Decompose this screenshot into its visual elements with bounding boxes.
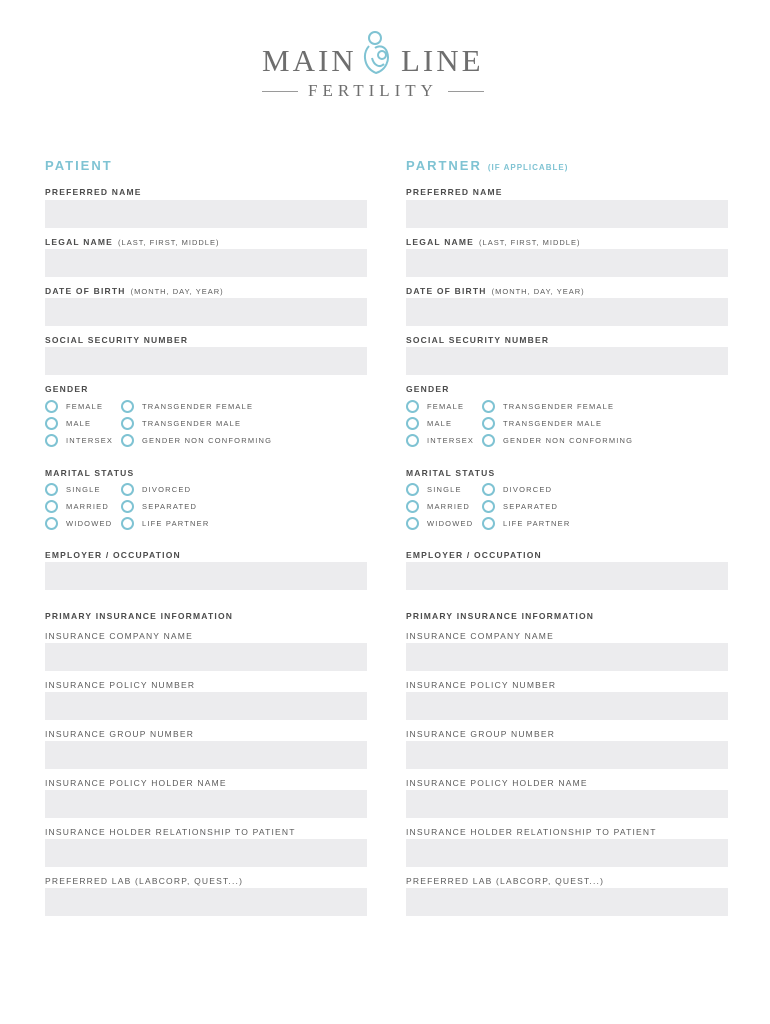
partner-ins-relationship-field[interactable] — [406, 839, 728, 867]
partner-dob-label — [406, 286, 585, 296]
option-label: GENDER NON CONFORMING — [503, 436, 634, 445]
radio-icon[interactable] — [482, 500, 495, 513]
patient-ins-group-field[interactable] — [45, 741, 367, 769]
patient-employer-label: EMPLOYER / OCCUPATION — [45, 550, 181, 560]
patient-ins-company-field[interactable] — [45, 643, 367, 671]
patient-legal-name-hint: (LAST, FIRST, MIDDLE) — [118, 238, 220, 247]
patient-marital-option-widowed[interactable] — [45, 517, 112, 530]
partner-legal-name-label — [406, 237, 580, 247]
option-label: INTERSEX — [66, 436, 114, 445]
patient-lab-field[interactable] — [45, 888, 367, 916]
radio-icon[interactable] — [45, 400, 58, 413]
option-label: LIFE PARTNER — [503, 519, 571, 528]
radio-icon[interactable] — [482, 434, 495, 447]
partner-gender-option-transgender-female[interactable] — [482, 400, 614, 413]
option-label: SINGLE — [427, 485, 462, 494]
partner-insurance-heading: PRIMARY INSURANCE INFORMATION — [406, 611, 595, 621]
patient-gender-option-transgender-female[interactable] — [121, 400, 253, 413]
partner-dob-text: DATE OF BIRTH — [406, 286, 487, 296]
radio-icon[interactable] — [406, 500, 419, 513]
partner-gender-option-transgender-male[interactable] — [482, 417, 602, 430]
patient-marital-option-married[interactable] — [45, 500, 109, 513]
option-label: INTERSEX — [427, 436, 475, 445]
patient-dob-field[interactable] — [45, 298, 367, 326]
radio-icon[interactable] — [406, 434, 419, 447]
partner-title — [406, 158, 724, 174]
option-label: MARRIED — [427, 502, 470, 511]
radio-icon[interactable] — [121, 434, 134, 447]
radio-icon[interactable] — [121, 483, 134, 496]
radio-icon[interactable] — [45, 483, 58, 496]
patient-ins-relationship-label: INSURANCE HOLDER RELATIONSHIP TO PATIENT — [45, 827, 296, 837]
patient-gender-option-male[interactable] — [45, 417, 91, 430]
partner-marital-option-widowed[interactable] — [406, 517, 473, 530]
logo-subtitle-row — [262, 81, 484, 101]
partner-ins-group-field[interactable] — [406, 741, 728, 769]
patient-gender-option-non-conforming[interactable] — [121, 434, 272, 447]
patient-column — [45, 158, 363, 886]
patient-dob-text: DATE OF BIRTH — [45, 286, 126, 296]
patient-ssn-label: SOCIAL SECURITY NUMBER — [45, 335, 189, 345]
radio-icon[interactable] — [45, 417, 58, 430]
partner-employer-field[interactable] — [406, 562, 728, 590]
partner-preferred-name-field[interactable] — [406, 200, 728, 228]
option-label: MALE — [66, 419, 92, 428]
radio-icon[interactable] — [121, 417, 134, 430]
radio-icon[interactable] — [406, 483, 419, 496]
partner-column — [406, 158, 724, 886]
partner-gender-label: GENDER — [406, 384, 450, 394]
radio-icon[interactable] — [482, 417, 495, 430]
option-label: SEPARATED — [142, 502, 198, 511]
option-label: DIVORCED — [503, 485, 553, 494]
patient-title — [45, 158, 363, 174]
radio-icon[interactable] — [482, 483, 495, 496]
partner-dob-hint: (MONTH, DAY, YEAR) — [491, 287, 585, 296]
partner-ins-holder-label: INSURANCE POLICY HOLDER NAME — [406, 778, 588, 788]
patient-employer-field[interactable] — [45, 562, 367, 590]
partner-title-text: PARTNER — [406, 158, 482, 173]
partner-preferred-name-label: PREFERRED NAME — [406, 187, 503, 197]
patient-dob-label — [45, 286, 224, 296]
radio-icon[interactable] — [406, 400, 419, 413]
partner-dob-field[interactable] — [406, 298, 728, 326]
patient-title-text: PATIENT — [45, 158, 113, 173]
patient-marital-option-single[interactable] — [45, 483, 101, 496]
partner-marital-label: MARITAL STATUS — [406, 468, 496, 478]
patient-gender-label: GENDER — [45, 384, 89, 394]
partner-legal-name-field[interactable] — [406, 249, 728, 277]
patient-gender-option-female[interactable] — [45, 400, 103, 413]
patient-marital-option-separated[interactable] — [121, 500, 197, 513]
partner-gender-option-intersex[interactable] — [406, 434, 474, 447]
partner-ins-policy-field[interactable] — [406, 692, 728, 720]
partner-ins-relationship-label: INSURANCE HOLDER RELATIONSHIP TO PATIENT — [406, 827, 657, 837]
partner-ins-company-label: INSURANCE COMPANY NAME — [406, 631, 554, 641]
partner-ssn-field[interactable] — [406, 347, 728, 375]
patient-dob-hint: (MONTH, DAY, YEAR) — [130, 287, 224, 296]
patient-marital-label: MARITAL STATUS — [45, 468, 135, 478]
option-label: TRANSGENDER MALE — [503, 419, 603, 428]
partner-marital-option-single[interactable] — [406, 483, 462, 496]
mother-child-icon — [360, 28, 394, 76]
partner-employer-label: EMPLOYER / OCCUPATION — [406, 550, 542, 560]
radio-icon[interactable] — [45, 434, 58, 447]
patient-legal-name-label — [45, 237, 219, 247]
partner-gender-option-non-conforming[interactable] — [482, 434, 633, 447]
radio-icon[interactable] — [482, 517, 495, 530]
logo-word-main: MAIN — [262, 43, 357, 78]
partner-ssn-label: SOCIAL SECURITY NUMBER — [406, 335, 550, 345]
radio-icon[interactable] — [45, 500, 58, 513]
patient-preferred-name-label: PREFERRED NAME — [45, 187, 142, 197]
radio-icon[interactable] — [45, 517, 58, 530]
patient-gender-option-transgender-male[interactable] — [121, 417, 241, 430]
partner-gender-option-male[interactable] — [406, 417, 452, 430]
partner-gender-option-female[interactable] — [406, 400, 464, 413]
patient-ins-group-label: INSURANCE GROUP NUMBER — [45, 729, 195, 739]
option-label: TRANSGENDER MALE — [142, 419, 242, 428]
patient-ins-policy-field[interactable] — [45, 692, 367, 720]
patient-ins-relationship-field[interactable] — [45, 839, 367, 867]
partner-lab-field[interactable] — [406, 888, 728, 916]
patient-ins-holder-label: INSURANCE POLICY HOLDER NAME — [45, 778, 227, 788]
logo-word-line: LINE — [401, 43, 484, 78]
patient-ins-company-label: INSURANCE COMPANY NAME — [45, 631, 193, 641]
patient-ins-holder-field[interactable] — [45, 790, 367, 818]
partner-marital-option-divorced[interactable] — [482, 483, 552, 496]
option-label: SINGLE — [66, 485, 101, 494]
option-label: WIDOWED — [66, 519, 113, 528]
option-label: GENDER NON CONFORMING — [142, 436, 273, 445]
patient-insurance-heading: PRIMARY INSURANCE INFORMATION — [45, 611, 234, 621]
option-label: DIVORCED — [142, 485, 192, 494]
radio-icon[interactable] — [406, 517, 419, 530]
option-label: WIDOWED — [427, 519, 474, 528]
patient-preferred-name-field[interactable] — [45, 200, 367, 228]
patient-legal-name-field[interactable] — [45, 249, 367, 277]
option-label: FEMALE — [427, 402, 465, 411]
option-label: SEPARATED — [503, 502, 559, 511]
partner-ins-holder-field[interactable] — [406, 790, 728, 818]
patient-ins-policy-label: INSURANCE POLICY NUMBER — [45, 680, 196, 690]
radio-icon[interactable] — [121, 517, 134, 530]
logo-divider-right — [448, 91, 484, 92]
logo-subtitle: FERTILITY — [308, 81, 438, 100]
option-label: MARRIED — [66, 502, 109, 511]
patient-marital-option-divorced[interactable] — [121, 483, 191, 496]
option-label: FEMALE — [66, 402, 104, 411]
option-label: TRANSGENDER FEMALE — [503, 402, 615, 411]
option-label: LIFE PARTNER — [142, 519, 210, 528]
patient-marital-option-life-partner[interactable] — [121, 517, 209, 530]
patient-legal-name-text: LEGAL NAME — [45, 237, 114, 247]
radio-icon[interactable] — [121, 400, 134, 413]
partner-title-sub: (IF APPLICABLE) — [487, 163, 569, 172]
radio-icon[interactable] — [406, 417, 419, 430]
partner-marital-option-married[interactable] — [406, 500, 470, 513]
partner-legal-name-hint: (LAST, FIRST, MIDDLE) — [479, 238, 581, 247]
radio-icon[interactable] — [121, 500, 134, 513]
partner-ins-policy-label: INSURANCE POLICY NUMBER — [406, 680, 557, 690]
option-label: MALE — [427, 419, 453, 428]
partner-ins-group-label: INSURANCE GROUP NUMBER — [406, 729, 556, 739]
patient-lab-label: PREFERRED LAB (LABCORP, QUEST...) — [45, 876, 244, 886]
patient-gender-option-intersex[interactable] — [45, 434, 113, 447]
partner-legal-name-text: LEGAL NAME — [406, 237, 475, 247]
radio-icon[interactable] — [482, 400, 495, 413]
partner-marital-option-life-partner[interactable] — [482, 517, 570, 530]
partner-marital-option-separated[interactable] — [482, 500, 558, 513]
partner-ins-company-field[interactable] — [406, 643, 728, 671]
patient-ssn-field[interactable] — [45, 347, 367, 375]
option-label: TRANSGENDER FEMALE — [142, 402, 254, 411]
logo — [0, 24, 770, 104]
partner-lab-label: PREFERRED LAB (LABCORP, QUEST...) — [406, 876, 605, 886]
